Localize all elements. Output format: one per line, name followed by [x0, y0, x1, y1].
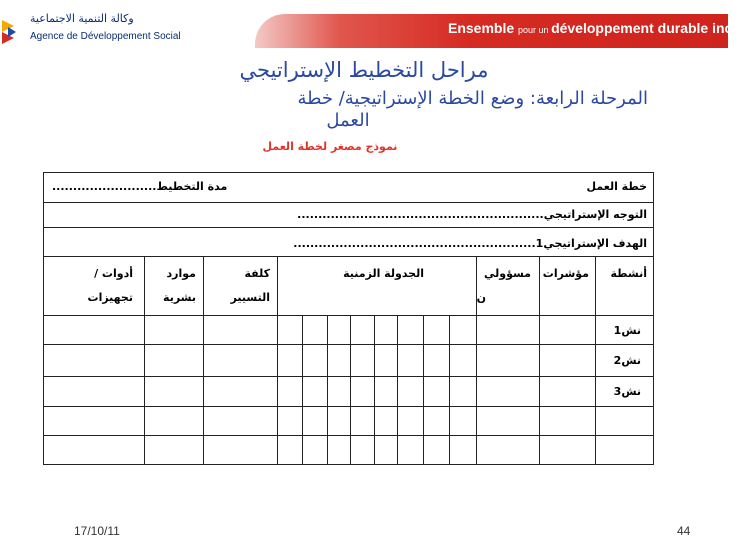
- slide-date: 17/10/11: [74, 524, 120, 538]
- table-vline: [203, 256, 204, 465]
- timeline-subcol: [449, 315, 450, 465]
- col-cost-2: التسيير: [230, 291, 270, 304]
- col-human-resources-1: موارد: [166, 267, 196, 280]
- timeline-subcol: [423, 315, 424, 465]
- timeline-subcol: [374, 315, 375, 465]
- strategic-goal-label: الهدف الإستراتيجي1..........................................................: [293, 237, 647, 250]
- col-tools-2: تجهيزات: [87, 291, 133, 304]
- banner-slogan-main: Ensemble: [448, 20, 519, 36]
- strategic-orientation-label: التوجه الإستراتيجي...........................................................: [297, 208, 647, 221]
- col-timeline: الجدولة الزمنية: [343, 267, 424, 280]
- timeline-subcol: [302, 315, 303, 465]
- timeline-subcol: [397, 315, 398, 465]
- logo-french-text: Agence de Développement Social: [30, 31, 181, 42]
- header-banner: [0, 0, 753, 52]
- col-responsible-2: ن: [476, 291, 486, 304]
- agency-logo-icon: [2, 18, 16, 46]
- action-plan-table: [43, 172, 654, 465]
- subtitle-line-2: العمل: [326, 110, 370, 131]
- logo-arabic-text: وكالة التنمية الاجتماعية: [30, 12, 134, 25]
- table-hline: [44, 435, 653, 436]
- banner-slogan-small: pour un: [518, 25, 552, 35]
- table-hline: [44, 376, 653, 377]
- table-vline: [277, 256, 278, 465]
- plan-label: خطة العمل: [586, 180, 647, 193]
- activity-row-1: نش1: [613, 324, 641, 337]
- table-hline: [44, 202, 653, 203]
- activity-row-2: نش2: [613, 354, 641, 367]
- col-activities: أنشطة: [610, 267, 647, 280]
- table-hline: [44, 227, 653, 228]
- planning-period-label: مدة التخطيط.........................: [52, 180, 228, 193]
- col-indicators: مؤشرات: [542, 267, 589, 280]
- slide-title: مراحل التخطيط الإستراتيجي: [239, 58, 489, 82]
- table-hline: [44, 256, 653, 257]
- col-human-resources-2: بشرية: [163, 291, 196, 304]
- subtitle-line-1: المرحلة الرابعة: وضع الخطة الإستراتيجية/ خطة: [297, 88, 648, 109]
- col-tools-1: أدوات /: [94, 267, 133, 280]
- timeline-subcol: [350, 315, 351, 465]
- table-hline: [44, 406, 653, 407]
- table-vline: [144, 256, 145, 465]
- banner-slogan: [448, 20, 753, 36]
- table-caption: نموذج مصغر لخطة العمل: [262, 140, 398, 153]
- timeline-subcol: [327, 315, 328, 465]
- col-responsible-1: مسؤولي: [484, 267, 531, 280]
- banner-slogan-rest: développement durable inclus: [551, 20, 753, 36]
- activity-row-3: نش3: [613, 385, 641, 398]
- table-vline: [476, 256, 477, 465]
- slide-subtitle: [48, 88, 648, 132]
- col-cost-1: كلفة: [244, 267, 270, 280]
- slide-page-number: 44: [677, 524, 691, 538]
- table-vline: [595, 256, 596, 465]
- table-hline: [44, 315, 653, 316]
- table-vline: [539, 256, 540, 465]
- table-hline: [44, 344, 653, 345]
